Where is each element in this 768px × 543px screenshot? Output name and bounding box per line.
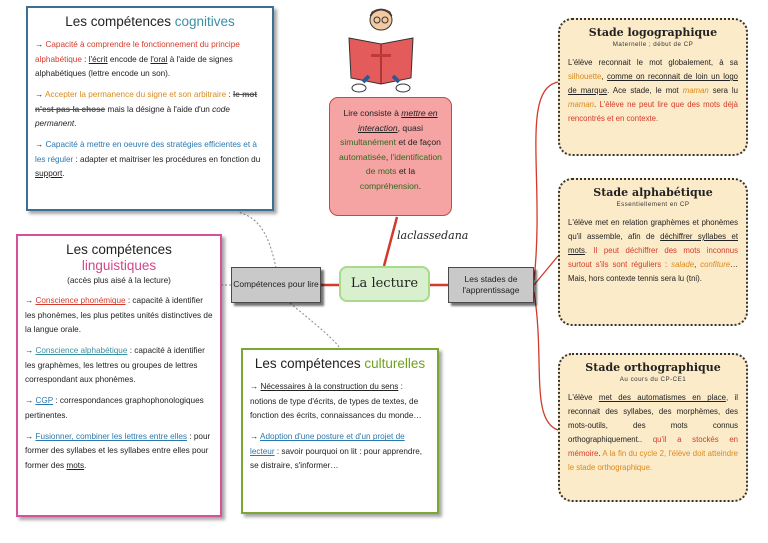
cultural-item: → Nécessaires à la construction du sens : notions de type d'écrits, de types de textes, de fonction des écrits, connaissances du monde… <box>250 382 422 420</box>
cognitive-item: → Capacité à mettre en oeuvre des stratégies efficientes et à les réguler : adapter et maitriser les procédures en fonction du support. <box>35 140 261 178</box>
linguistic-skills-box <box>16 234 222 517</box>
stage-alphabetic-box <box>558 178 748 326</box>
stage-text: L'élève met en relation graphèmes et phonèmes qu'il assemble, afin de déchiffrer syllabes et mots. Il peut déchiffrer des mots inconnus surtout s'ils sont réguliers : salade, confiture… Mais, hors contexte tennis sera lu (tni). <box>568 218 738 283</box>
link-center-definition <box>384 217 397 266</box>
signature: laclassedana <box>397 229 469 242</box>
definition-box: Lire consiste à mettre en interaction, quasi simultanément et de façon automatisée, l'identification de mots et la compréhension. <box>329 97 452 216</box>
stage-title: Stade logographique <box>588 26 718 39</box>
stades-node: Les stades de l'apprentissage <box>448 267 534 303</box>
cultural-item: → Adoption d'une posture et d'un projet de lecteur : savoir pourquoi on lit : pour apprendre, se distraire, s'informer… <box>250 432 423 470</box>
stage-title: Stade alphabétique <box>593 186 713 199</box>
stage-text: L'élève met des automatismes en place, il reconnait des syllabes, des morphèmes, des mots-outils, des mots connus orthographiquement.. qu'il a stockés en mémoire. A la fin du cycle 2, l'élève doit atteindre le stade orthographique. <box>568 393 738 472</box>
link-stades-s2 <box>534 256 558 285</box>
link-stades-s3 <box>534 292 558 430</box>
stage-subtitle: Maternelle ; début de CP <box>612 41 694 49</box>
link-comp-cognitive <box>238 212 276 268</box>
linguistic-title: Les compétences linguistiques (accès plus aisé à la lecture) <box>66 242 172 286</box>
stage-text: L'élève reconnait le mot globalement, à sa silhouette, comme on reconnait de loin un logo de marque. Ace stade, le mot maman sera lu maman. L'élève ne peut lire que des mots déjà rencontrés et en contexte. <box>568 58 738 123</box>
stage-subtitle: Essentiellement en CP <box>616 201 690 209</box>
cultural-skills-box <box>241 348 439 514</box>
stage-orthographic-box <box>558 353 748 502</box>
linguistic-item: → Conscience phonémique : capacité à identifier les phonèmes, les plus petites unités distinctives de la langue orale. <box>25 296 213 334</box>
cognitive-item: → Accepter la permanence du signe et son arbitraire : le mot n'est pas la chose mais la désigne à l'aide d'un code permanent. <box>35 90 258 128</box>
cognitive-item: → Capacité à comprendre le fonctionnement du principe alphabétique : l'écrit encode de l'oral à l'aide de signes alphabétiques (lettre encode un son). <box>35 40 240 78</box>
cognitive-skills-box <box>26 6 274 211</box>
cognitive-title: Les compétences cognitives <box>65 14 235 29</box>
center-node: La lecture <box>339 266 430 302</box>
stage-subtitle: Au cours du CP-CE1 <box>619 376 687 384</box>
link-comp-cultural <box>290 303 340 348</box>
stage-title: Stade orthographique <box>585 361 721 374</box>
cultural-title: Les compétences culturelles <box>254 356 426 371</box>
linguistic-item: → Fusionner, combiner les lettres entre elles : pour former des syllabes et les syllabes entre elles pour former des mots. <box>25 431 211 470</box>
child-reading-book-icon <box>341 6 421 96</box>
linguistic-item: → CGP : correspondances graphophonologiques pertinentes. <box>25 396 204 420</box>
stage-logographic-box <box>558 18 748 156</box>
link-stades-s1 <box>534 82 558 280</box>
competences-node: Compétences pour lire <box>231 267 321 303</box>
linguistic-item: → Conscience alphabétique : capacité à identifier les graphèmes, les lettres ou groupes de lettres correspondant aux phonèmes. <box>25 346 205 384</box>
